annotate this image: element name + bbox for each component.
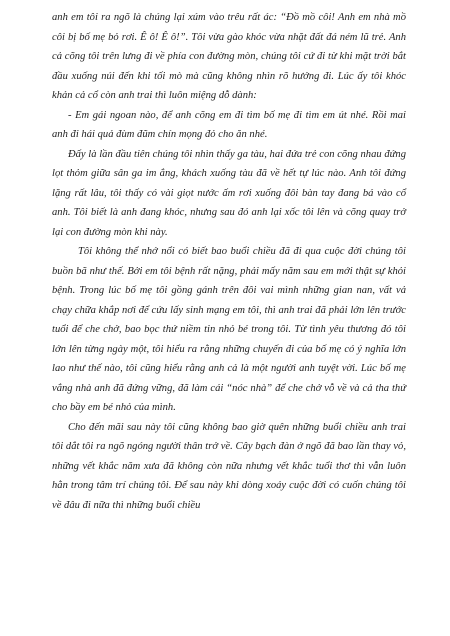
paragraph-3: Đấy là lần đầu tiên chúng tôi nhìn thấy ga tàu, hai đứa trẻ con cõng nhau đứng lọt thỏm giữa sân ga im ắng, khách xuống tàu đã về hết tự lúc nào. Anh tôi đứng lặng rất lâu, tôi thấy có vài giọt nước ấm rơi xuống đôi bàn tay đang bá vào cổ anh. Tôi biết là anh đang khóc, nhưng sau đó anh lại xốc tôi lên và cõng quay trở lại con đường mòn khi này.	[52, 148, 406, 238]
document-page	[52, 8, 406, 515]
paragraph-4: Tôi không thể nhớ nổi có biết bao buổi chiều đã đi qua cuộc đời chúng tôi buồn bã như thế. Bởi em tôi bệnh rất nặng, phải mấy năm sau em mới thật sự khỏi bệnh. Trong lúc bố mẹ tôi gồng gánh trên đôi vai mình những gian nan, vất vả chạy chữa khắp nơi để cứu lấy sinh mạng em tôi, thì anh trai đã phải lớn lên trước tuổi để che chở, bao bọc thứ niềm tin nhỏ bé trong tôi. Từ tình yêu thương đó tôi lớn lên từng ngày một, tôi hiểu ra rằng những chuyến đi của bố mẹ có ý nghĩa lớn lao như thế nào, tôi cũng hiểu rằng anh cả là một người anh tuyệt vời. Lúc bố mẹ vắng nhà anh đã đứng vững, đã làm cái “nóc nhà” để che chở vỗ về và cả tha thứ cho bầy em bé nhỏ của mình.	[52, 246, 406, 413]
paragraph-5: Cho đến mãi sau này tôi cũng không bao giờ quên những buổi chiều anh trai tôi dắt tôi ra ngõ ngóng người thân trở về. Cây bạch đàn ở ngõ đã bao lần thay vỏ, những vết khắc năm xưa đã không còn nữa nhưng vết khắc tuổi thơ thì vẫn luôn hằn trong tâm trí chúng tôi. Để sau này khi dòng xoáy cuộc đời có cuốn chúng tôi về đâu đi nữa thì những buổi chiều	[52, 421, 406, 511]
paragraph-2-dialogue: - Em gái ngoan nào, để anh cõng em đi tìm bố mẹ đi tìm em út nhé. Rồi mai anh đi hái quả đùm đũm chín mọng đỏ cho ăn nhé.	[52, 109, 406, 140]
paragraph-1: anh em tôi ra ngõ là chúng lại xúm vào trêu rất ác: “Đồ mồ côi! Anh em nhà mồ côi bị bố mẹ bỏ rơi. Ê ô! Ê ô!”. Tôi vừa gào khóc vừa nhặt đất đá ném lũ trẻ. Anh cả cõng tôi trên lưng đi về phía con đường mòn, chúng tôi cứ đi từ khi mặt trời bắt đầu xuống núi đến khi tối mò mà cũng không nhìn rõ hướng đi. Lúc ấy tôi khóc khản cả cổ còn anh trai thì luôn miệng dỗ dành:	[52, 12, 406, 101]
